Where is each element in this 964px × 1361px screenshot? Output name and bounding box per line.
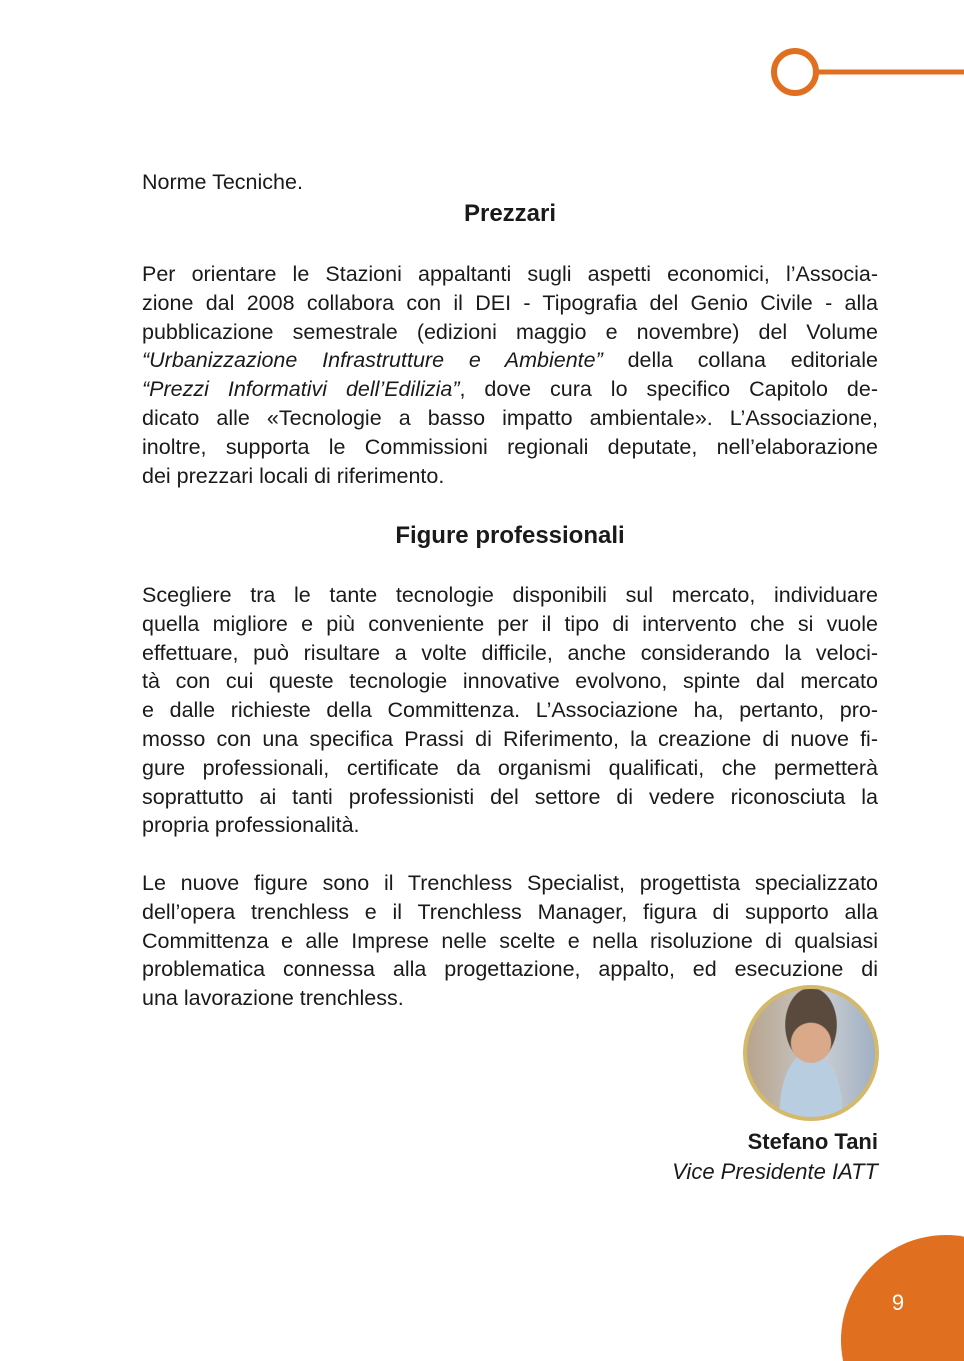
text-run: , dove cura lo specifico Capitolo de- [459, 377, 878, 402]
text-line [142, 639, 878, 668]
paragraph-figure-1 [142, 581, 878, 840]
author-photo [743, 985, 879, 1121]
text-run: effettuare, può risultare a volte difficile, anche considerando la veloci- [142, 640, 878, 665]
section-heading-prezzari: Prezzari [463, 200, 557, 227]
text-run: gure professionali, certificate da organismi qualificati, che permetterà [142, 755, 878, 780]
text-run: e dalle richieste della Committenza. L’Associazione ha, pertanto, pro- [142, 698, 878, 723]
text-line [142, 610, 878, 639]
text-line [142, 667, 878, 696]
text-line [142, 955, 878, 984]
text-line [142, 783, 878, 812]
text-line [142, 318, 878, 347]
text-run: dell’opera trenchless e il Trenchless Manager, figura di supporto alla [142, 899, 878, 924]
text-line [142, 898, 878, 927]
text-line [142, 260, 878, 289]
italic-title-text: “Urbanizzazione Infrastrutture e Ambiente” [142, 348, 603, 373]
text-run: problematica connessa alla progettazione, appalto, ed esecuzione di [142, 957, 878, 982]
text-line [142, 433, 878, 462]
text-line [142, 869, 878, 898]
text-run: quella migliore e più conveniente per il tipo di intervento che si vuole [142, 611, 878, 636]
text-line [142, 289, 878, 318]
text-line [142, 375, 878, 404]
author-role: Vice Presidente IATT [672, 1159, 878, 1184]
text-run: Scegliere tra le tante tecnologie disponibili sul mercato, individuare [142, 583, 878, 607]
intro-line: Norme Tecniche. [142, 170, 303, 194]
text-run: zione dal 2008 collabora con il DEI - Tipografia del Genio Civile - alla [142, 290, 878, 315]
page-number: 9 [891, 1290, 905, 1315]
italic-title-text: “Prezzi Informativi dell’Edilizia” [142, 377, 460, 402]
header-circle-line-ornament [0, 0, 964, 140]
text-run: soprattutto ai tanti professionisti del settore di vedere riconosciuta la [142, 784, 878, 809]
paragraph-prezzari [142, 260, 878, 490]
text-line [142, 754, 878, 783]
text-run: una lavorazione trenchless. [142, 986, 404, 1011]
text-run: Per orientare le Stazioni appaltanti sugli aspetti economici, l’Associa- [142, 262, 878, 286]
text-run: tà con cui queste tecnologie innovative evolvono, spinte dal mercato [142, 669, 878, 694]
text-run: pubblicazione semestrale (edizioni maggio e novembre) del Volume [142, 319, 878, 344]
text-run: inoltre, supporta le Commissioni regionali deputate, nell’elaborazione [142, 434, 878, 459]
text-run: propria professionalità. [142, 813, 360, 838]
text-line [142, 346, 878, 375]
text-line [142, 725, 878, 754]
paragraph-figure-2 [142, 869, 878, 1013]
text-run: mosso con una specifica Prassi di Riferimento, la creazione di nuove fi- [142, 726, 878, 751]
text-run: della collana editoriale [602, 348, 878, 373]
text-line [142, 581, 878, 610]
text-run: Committenza e alle Imprese nelle scelte e nella risoluzione di qualsiasi [142, 928, 878, 953]
text-line [142, 696, 878, 725]
text-run: dei prezzari locali di riferimento. [142, 463, 445, 488]
text-run: Le nuove figure sono il Trenchless Specialist, progettista specializzato [142, 871, 878, 895]
text-line [142, 811, 878, 840]
text-run: dicato alle «Tecnologie a basso impatto ambientale». L’Associazione, [142, 405, 878, 430]
page-number-blob [0, 1200, 964, 1361]
text-line [142, 404, 878, 433]
author-name: Stefano Tani [747, 1129, 878, 1154]
section-heading-figure-professionali: Figure professionali [395, 522, 625, 549]
text-line [142, 927, 878, 956]
text-line [142, 462, 878, 491]
